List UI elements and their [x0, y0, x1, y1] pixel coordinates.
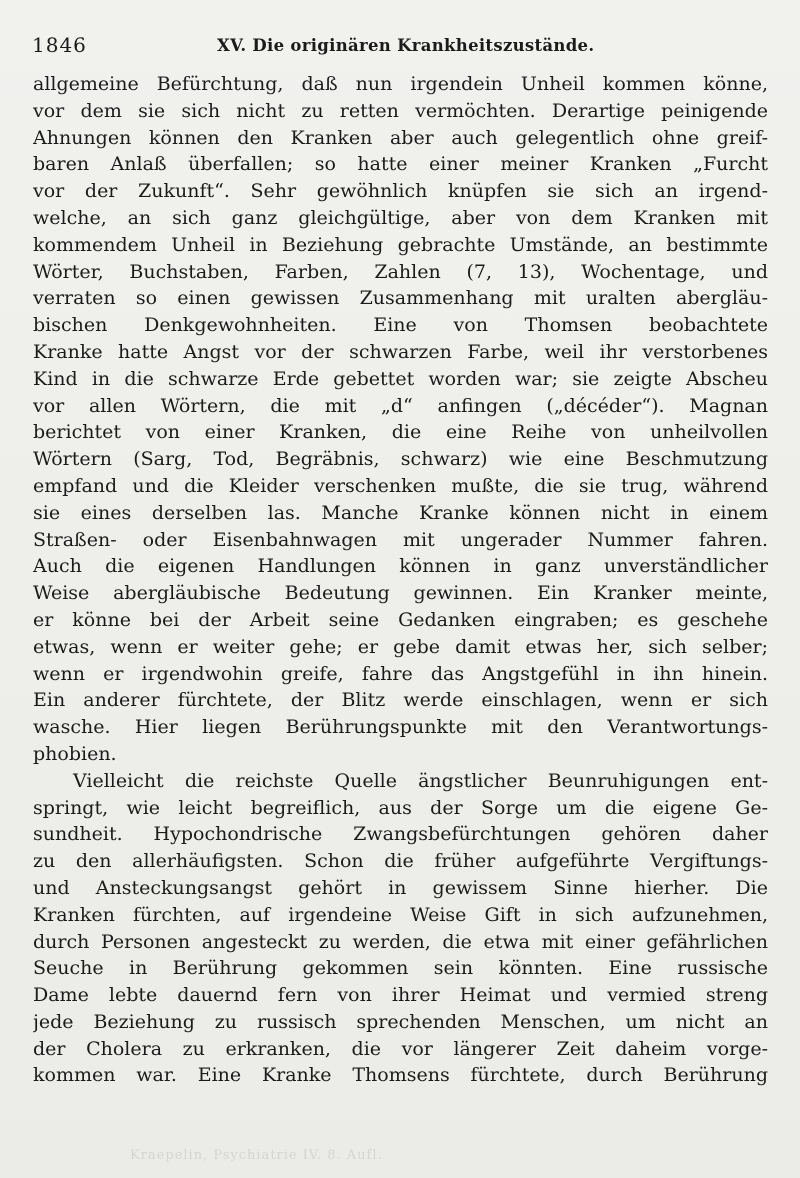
- running-head: XV. Die originären Krankheitszustände.: [217, 36, 595, 55]
- text-line: kommendem Unheil in Beziehung gebrachte Umstände, an bestimmte: [33, 233, 768, 256]
- text-line: berichtet von einer Kranken, die eine Reihe von unheilvollen: [33, 421, 768, 444]
- text-line: vor allen Wörtern, die mit „d“ anfingen („décéder“). Magnan: [33, 394, 768, 417]
- body-text: [33, 71, 768, 1089]
- paragraph-start-line: Vielleicht die reichste Quelle ängstlicher Beunruhigungen ent-: [73, 769, 768, 792]
- text-line: zu den allerhäufigsten. Schon die früher aufgeführte Vergiftungs-: [33, 850, 768, 873]
- text-line: vor der Zukunft“. Sehr gewöhnlich knüpfen sie sich an irgend-: [33, 180, 768, 203]
- text-line: Wörtern (Sarg, Tod, Begräbnis, schwarz) wie eine Beschmutzung: [33, 448, 768, 471]
- page-header: [32, 33, 770, 61]
- text-line: Seuche in Berührung gekommen sein könnten. Eine russische: [33, 957, 768, 980]
- text-line: Wörter, Buchstaben, Farben, Zahlen (7, 13), Wochentage, und: [33, 260, 768, 283]
- text-line: und Ansteckungsangst gehört in gewissem Sinne hierher. Die: [33, 876, 768, 899]
- text-line: Kranken fürchten, auf irgendeine Weise Gift in sich aufzunehmen,: [33, 903, 768, 926]
- text-line: empfand und die Kleider verschenken mußte, die sie trug, während: [33, 474, 768, 497]
- text-line: etwas, wenn er weiter gehe; er gebe damit etwas her, sich selber;: [33, 635, 768, 658]
- text-line: Weise abergläubische Bedeutung gewinnen. Ein Kranker meinte,: [33, 582, 768, 605]
- text-line: wenn er irgendwohin greife, fahre das Angstgefühl in ihn hinein.: [33, 662, 768, 685]
- text-line: Ein anderer fürchtete, der Blitz werde einschlagen, wenn er sich: [33, 689, 768, 712]
- text-line: springt, wie leicht begreiflich, aus der Sorge um die eigene Ge-: [33, 796, 768, 819]
- text-line: kommen war. Eine Kranke Thomsens fürchtete, durch Berührung: [33, 1064, 768, 1087]
- text-line: sundheit. Hypochondrische Zwangsbefürchtungen gehören daher: [33, 823, 768, 846]
- text-line: vor dem sie sich nicht zu retten vermöchten. Derartige peinigende: [33, 99, 768, 122]
- text-line: Auch die eigenen Handlungen können in ganz unverständlicher: [33, 555, 768, 578]
- text-line: Kranke hatte Angst vor der schwarzen Farbe, weil ihr verstorbenes: [33, 340, 768, 363]
- text-line: durch Personen angesteckt zu werden, die etwa mit einer gefährlichen: [33, 930, 768, 953]
- text-line: baren Anlaß überfallen; so hatte einer meiner Kranken „Furcht: [33, 153, 768, 176]
- text-line: sie eines derselben las. Manche Kranke können nicht in einem: [33, 501, 768, 524]
- text-line: jede Beziehung zu russisch sprechenden Menschen, um nicht an: [33, 1010, 768, 1033]
- faint-footer-text: Kraepelin, Psychiatrie IV. 8. Aufl.: [130, 1148, 383, 1163]
- paragraph-end-line: phobien.: [33, 742, 117, 765]
- text-line: Dame lebte dauernd fern von ihrer Heimat und vermied streng: [33, 984, 768, 1007]
- text-line: Kind in die schwarze Erde gebettet worden war; sie zeigte Abscheu: [33, 367, 768, 390]
- text-line: verraten so einen gewissen Zusammenhang mit uralten abergläu-: [33, 287, 768, 310]
- text-line: der Cholera zu erkranken, die vor längerer Zeit daheim vorge-: [33, 1037, 768, 1060]
- text-line: bischen Denkgewohnheiten. Eine von Thomsen beobachtete: [33, 314, 768, 337]
- text-line: welche, an sich ganz gleichgültige, aber von dem Kranken mit: [33, 206, 768, 229]
- text-line: Ahnungen können den Kranken aber auch gelegentlich ohne greif-: [33, 126, 768, 149]
- text-line: er könne bei der Arbeit seine Gedanken eingraben; es geschehe: [33, 608, 768, 631]
- page-number: 1846: [32, 33, 87, 57]
- text-line: allgemeine Befürchtung, daß nun irgendein Unheil kommen könne,: [33, 73, 768, 95]
- text-line: wasche. Hier liegen Berührungspunkte mit den Verantwortungs-: [33, 716, 768, 739]
- text-line: Straßen- oder Eisenbahnwagen mit ungerader Nummer fahren.: [33, 528, 768, 551]
